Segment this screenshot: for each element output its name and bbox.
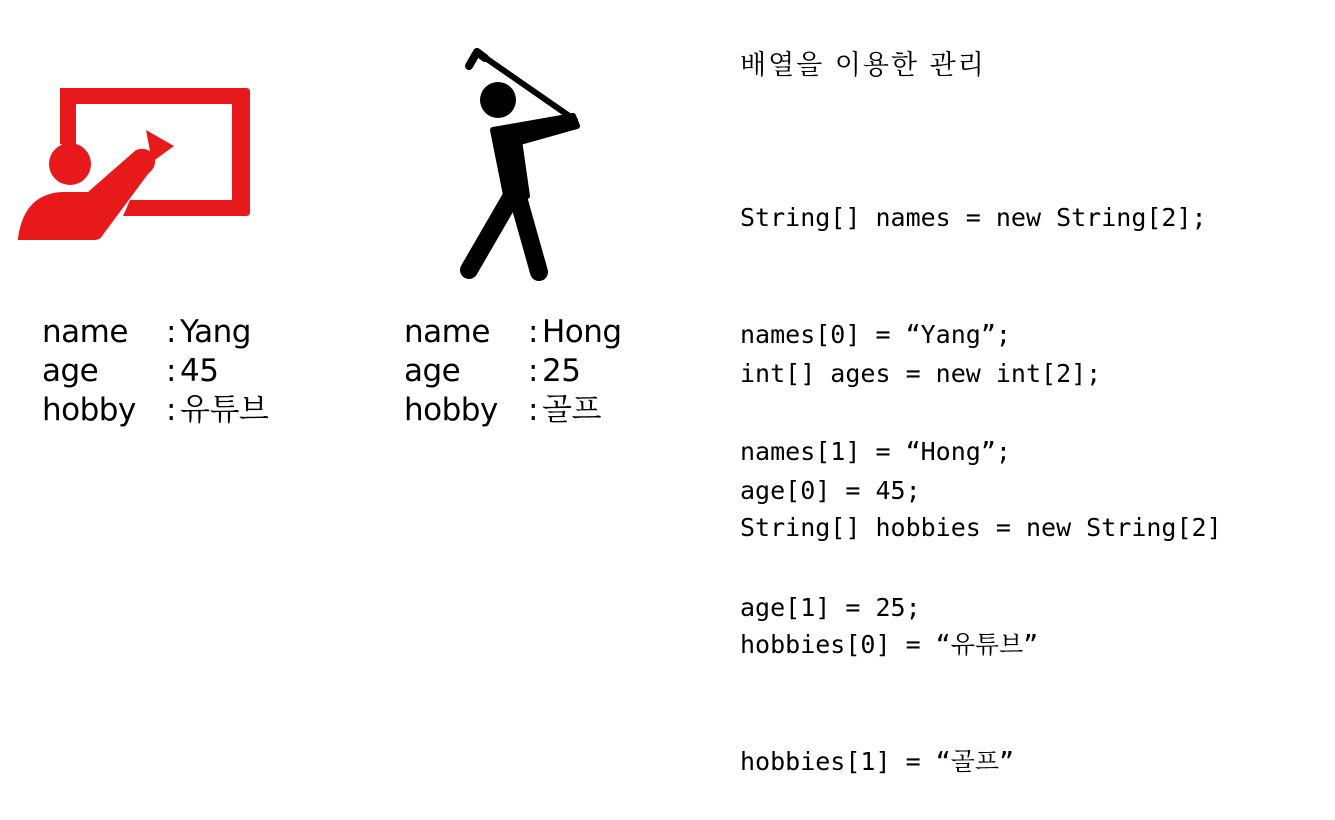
code-line: String[] names = new String[2]; (740, 203, 1207, 232)
age-label: age (404, 353, 461, 389)
hobby-label: hobby (404, 392, 498, 428)
code-line: names[1] = “Hong”; (740, 437, 1011, 466)
separator: : (166, 353, 176, 389)
age-value: 45 (180, 353, 219, 389)
person-info-yang (42, 313, 268, 430)
name-value: Hong (542, 314, 622, 350)
code-block-hobbies (740, 430, 1222, 820)
code-line: hobbies[0] = “유튜브” (740, 630, 1039, 659)
code-line: age[0] = 45; (740, 476, 921, 505)
code-line: String[] hobbies = new String[2] (740, 513, 1222, 542)
separator: : (528, 314, 538, 350)
code-title: 배열을 이용한 관리 (740, 50, 986, 81)
hobby-label: hobby (42, 392, 136, 428)
separator: : (528, 392, 538, 428)
age-row (404, 352, 622, 391)
separator: : (528, 353, 538, 389)
name-row (42, 313, 268, 352)
hobby-row (404, 391, 622, 430)
hobby-value: 유튜브 (180, 392, 269, 428)
separator: : (166, 314, 176, 350)
code-line: names[0] = “Yang”; (740, 320, 1011, 349)
hobby-value: 골프 (542, 392, 601, 428)
name-row (404, 313, 622, 352)
code-line: age[1] = 25; (740, 593, 921, 622)
name-label: name (404, 314, 490, 350)
golfer-icon (455, 46, 585, 282)
teacher-presentation-icon (18, 88, 250, 240)
age-label: age (42, 353, 99, 389)
code-line: hobbies[1] = “골프” (740, 747, 1015, 776)
age-value: 25 (542, 353, 581, 389)
age-row (42, 352, 268, 391)
separator: : (166, 392, 176, 428)
name-label: name (42, 314, 128, 350)
name-value: Yang (180, 314, 251, 350)
hobby-row (42, 391, 268, 430)
person-info-hong (404, 313, 622, 430)
code-line: int[] ages = new int[2]; (740, 359, 1102, 388)
